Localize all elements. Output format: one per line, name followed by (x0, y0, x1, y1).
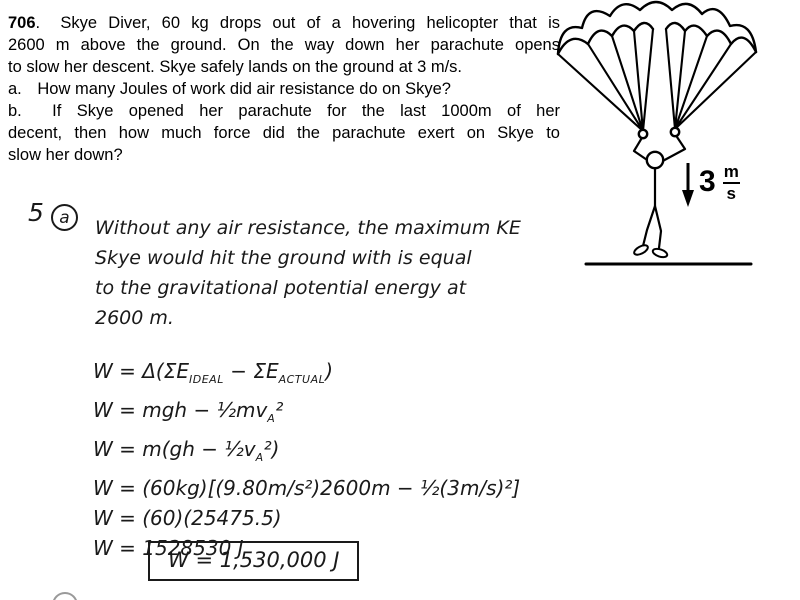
solution-marker (28, 199, 78, 231)
velocity-value: 3 (699, 165, 716, 198)
equation-text: W = m(gh − ½v (93, 437, 256, 461)
solution-number: 5 (28, 198, 44, 227)
suspension-lines-left (558, 29, 653, 131)
problem-line-1 (8, 12, 560, 34)
problem-number: 706 (8, 14, 36, 32)
explanation-line: to the gravitational potential energy at (95, 277, 467, 299)
problem-text: Skye Diver, 60 kg drops out of a hovering helicopter that is (60, 14, 560, 32)
equation-line-5: W = (60)(25475.5) (93, 506, 282, 530)
velocity-unit-numerator: m (723, 162, 740, 184)
equation-text: W = Δ(ΣE (93, 359, 190, 383)
problem-line-3 (8, 56, 560, 78)
figure-foot-right (652, 247, 668, 258)
problem-text: to slow her descent. Skye safely lands on the ground at 3 m/s. (8, 58, 462, 76)
velocity-unit (723, 162, 740, 203)
equation-text: ) (325, 359, 334, 383)
solution-equations (93, 356, 520, 563)
parachute-drawing (548, 0, 798, 272)
suspension-lines-right (666, 29, 756, 129)
explanation-line: Skye would hit the ground with is equal (95, 247, 472, 269)
problem-part-b-line-1 (8, 100, 560, 122)
part-b-label: b. (8, 102, 22, 120)
explanation-line: Without any air resistance, the maximum KE (95, 217, 521, 239)
solution-explanation (95, 213, 521, 333)
problem-statement (8, 12, 560, 166)
equation-text: − ΣE (223, 359, 279, 383)
problem-part-b-line-3 (8, 144, 560, 166)
problem-line-2 (8, 34, 560, 56)
equation-text: ²) (263, 437, 280, 461)
partial-circle-mark (52, 592, 78, 600)
problem-part-b-line-2 (8, 122, 560, 144)
figure-legs (643, 206, 661, 248)
part-a-text: How many Joules of work did air resistance do on Skye? (37, 80, 451, 98)
part-b-text: If Skye opened her parachute for the last 1000m of her (52, 102, 560, 120)
circled-part-label: a (51, 204, 78, 231)
equation-subscript: IDEAL (189, 373, 224, 386)
hand-ring-left (639, 130, 647, 138)
part-a-label: a. (8, 80, 22, 98)
figure-foot-left (633, 243, 650, 256)
figure-head (647, 152, 663, 168)
equation-subscript: ACTUAL (278, 373, 326, 386)
equation-subscript: A (267, 412, 276, 425)
velocity-unit-denominator: s (726, 183, 736, 203)
problem-number-dot: . (35, 14, 41, 32)
equation-text: W = mgh − ½mv (93, 398, 268, 422)
equation-subscript: A (255, 451, 264, 464)
boxed-final-answer: W = 1,530,000 J (148, 541, 359, 581)
equation-line-1 (93, 356, 520, 395)
down-arrow-icon (680, 160, 696, 208)
equation-line-3 (93, 434, 520, 473)
equation-text: ² (275, 398, 284, 422)
equation-line-2 (93, 395, 520, 434)
explanation-line: 2600 m. (95, 307, 174, 329)
equation-line-6: W = 1528530 J (93, 536, 244, 560)
problem-text: 2600 m above the ground. On the way down her parachute opens (8, 36, 560, 54)
equation-line-4: W = (60kg)[(9.80m/s²)2600m − ½(3m/s)²] (93, 476, 521, 500)
parachute-canopy-outer (558, 2, 756, 54)
hand-ring-right (671, 128, 679, 136)
part-b-text: decent, then how much force did the parachute exert on Skye to (8, 124, 560, 142)
part-b-text: slow her down? (8, 146, 123, 164)
velocity-annotation (680, 160, 740, 208)
problem-part-a (8, 78, 560, 100)
